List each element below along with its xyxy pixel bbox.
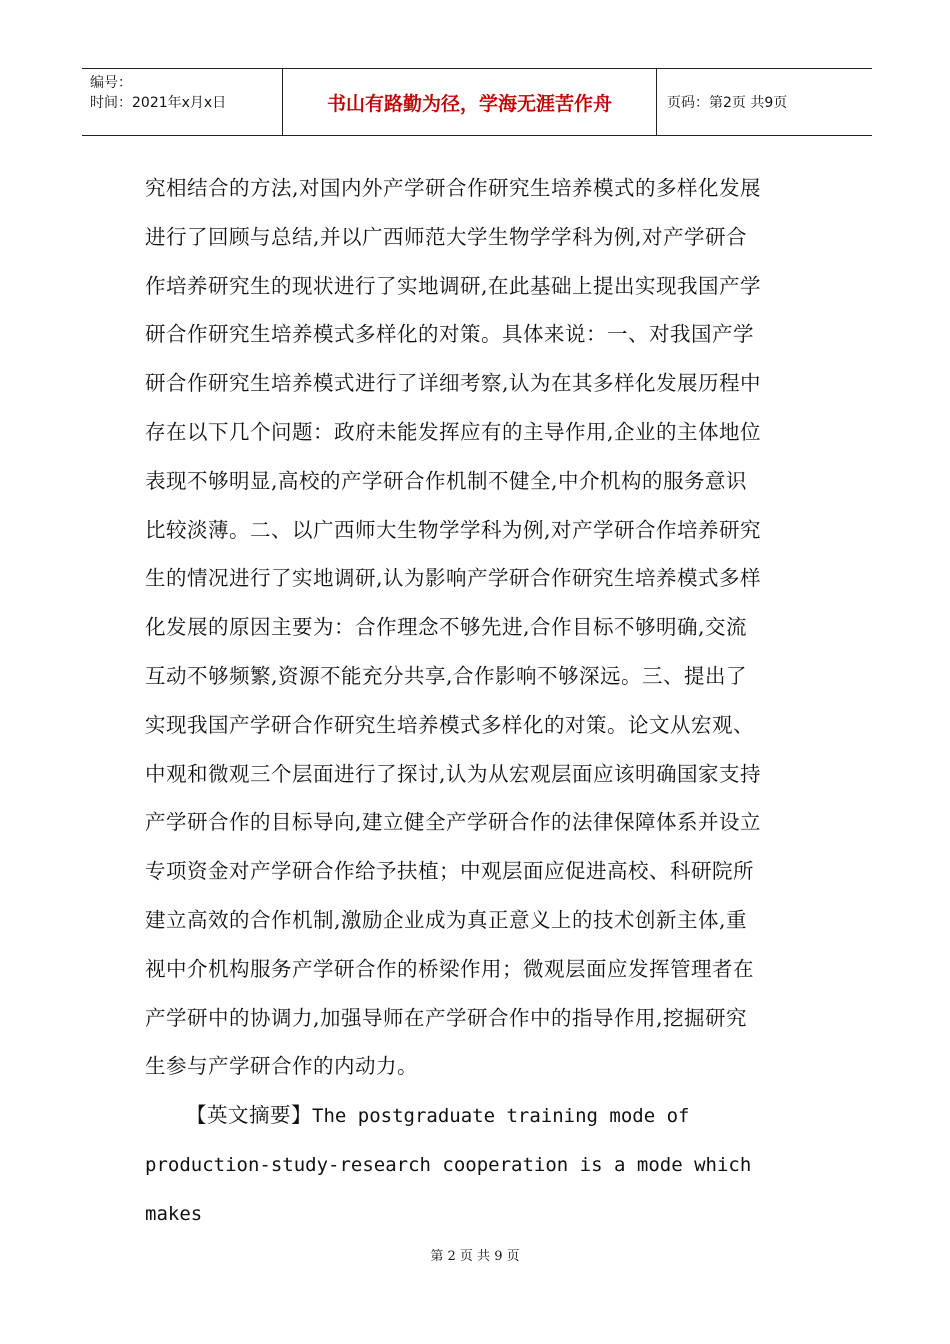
text-line: 生参与产学研合作的内动力。: [145, 1054, 418, 1079]
english-abstract-line: production-study-research cooperation is a mode which makes: [145, 1153, 752, 1225]
document-body: [145, 164, 807, 1239]
english-abstract-line: [145, 1091, 807, 1141]
text-line: 建立高效的合作机制,激励企业成为真正意义上的技术创新主体,重: [145, 907, 748, 932]
page-footer: 第 2 页 共 9 页: [430, 1249, 520, 1264]
text-line: 实现我国产学研合作研究生培养模式多样化的对策。论文从宏观、: [145, 712, 754, 737]
text-line: 表现不够明显,高校的产学研合作机制不健全,中介机构的服务意识: [145, 468, 748, 493]
english-abstract-heading: 【英文摘要】: [186, 1103, 312, 1128]
text-line: 存在以下几个问题：政府未能发挥应有的主导作用,企业的主体地位: [145, 419, 762, 444]
text-line: 研合作研究生培养模式多样化的对策。具体来说：一、对我国产学: [145, 322, 754, 347]
text-line: 专项资金对产学研合作给予扶植；中观层面应促进高校、科研院所: [145, 859, 754, 884]
text-line: 中观和微观三个层面进行了探讨,认为从宏观层面应该明确国家支持: [145, 761, 762, 786]
text-line: 视中介机构服务产学研合作的桥梁作用；微观层面应发挥管理者在: [145, 956, 754, 981]
text-line: 产学研中的协调力,加强导师在产学研合作中的指导作用,挖掘研究: [145, 1005, 748, 1030]
header-page-info: 页码：第2页 共9页: [667, 95, 788, 111]
text-line: 究相结合的方法,对国内外产学研合作研究生培养模式的多样化发展: [145, 176, 762, 200]
header-meta: [82, 69, 282, 135]
number-label: 编号：: [90, 75, 132, 91]
text-line: 研合作研究生培养模式进行了详细考察,认为在其多样化发展历程中: [145, 371, 762, 396]
time-label: 时间：2021年x月x日: [90, 95, 227, 111]
header-motto: 书山有路勤为径，学海无涯苦作舟: [282, 69, 657, 135]
text-line: 化发展的原因主要为：合作理念不够先进,合作目标不够明确,交流: [145, 615, 748, 640]
english-abstract-text: The postgraduate training mode of: [312, 1105, 690, 1128]
text-line: 比较淡薄。二、以广西师大生物学学科为例,对产学研合作培养研究: [145, 517, 762, 542]
text-line: 进行了回顾与总结,并以广西师范大学生物学学科为例,对产学研合: [145, 224, 748, 249]
text-line: 产学研合作的目标导向,建立健全产学研合作的法律保障体系并设立: [145, 810, 762, 835]
text-line: 作培养研究生的现状进行了实地调研,在此基础上提出实现我国产学: [145, 273, 762, 298]
text-line: 生的情况进行了实地调研,认为影响产学研合作研究生培养模式多样: [145, 566, 762, 591]
page-header: [82, 68, 872, 136]
text-line: 互动不够频繁,资源不能充分共享,合作影响不够深远。三、提出了: [145, 663, 748, 688]
